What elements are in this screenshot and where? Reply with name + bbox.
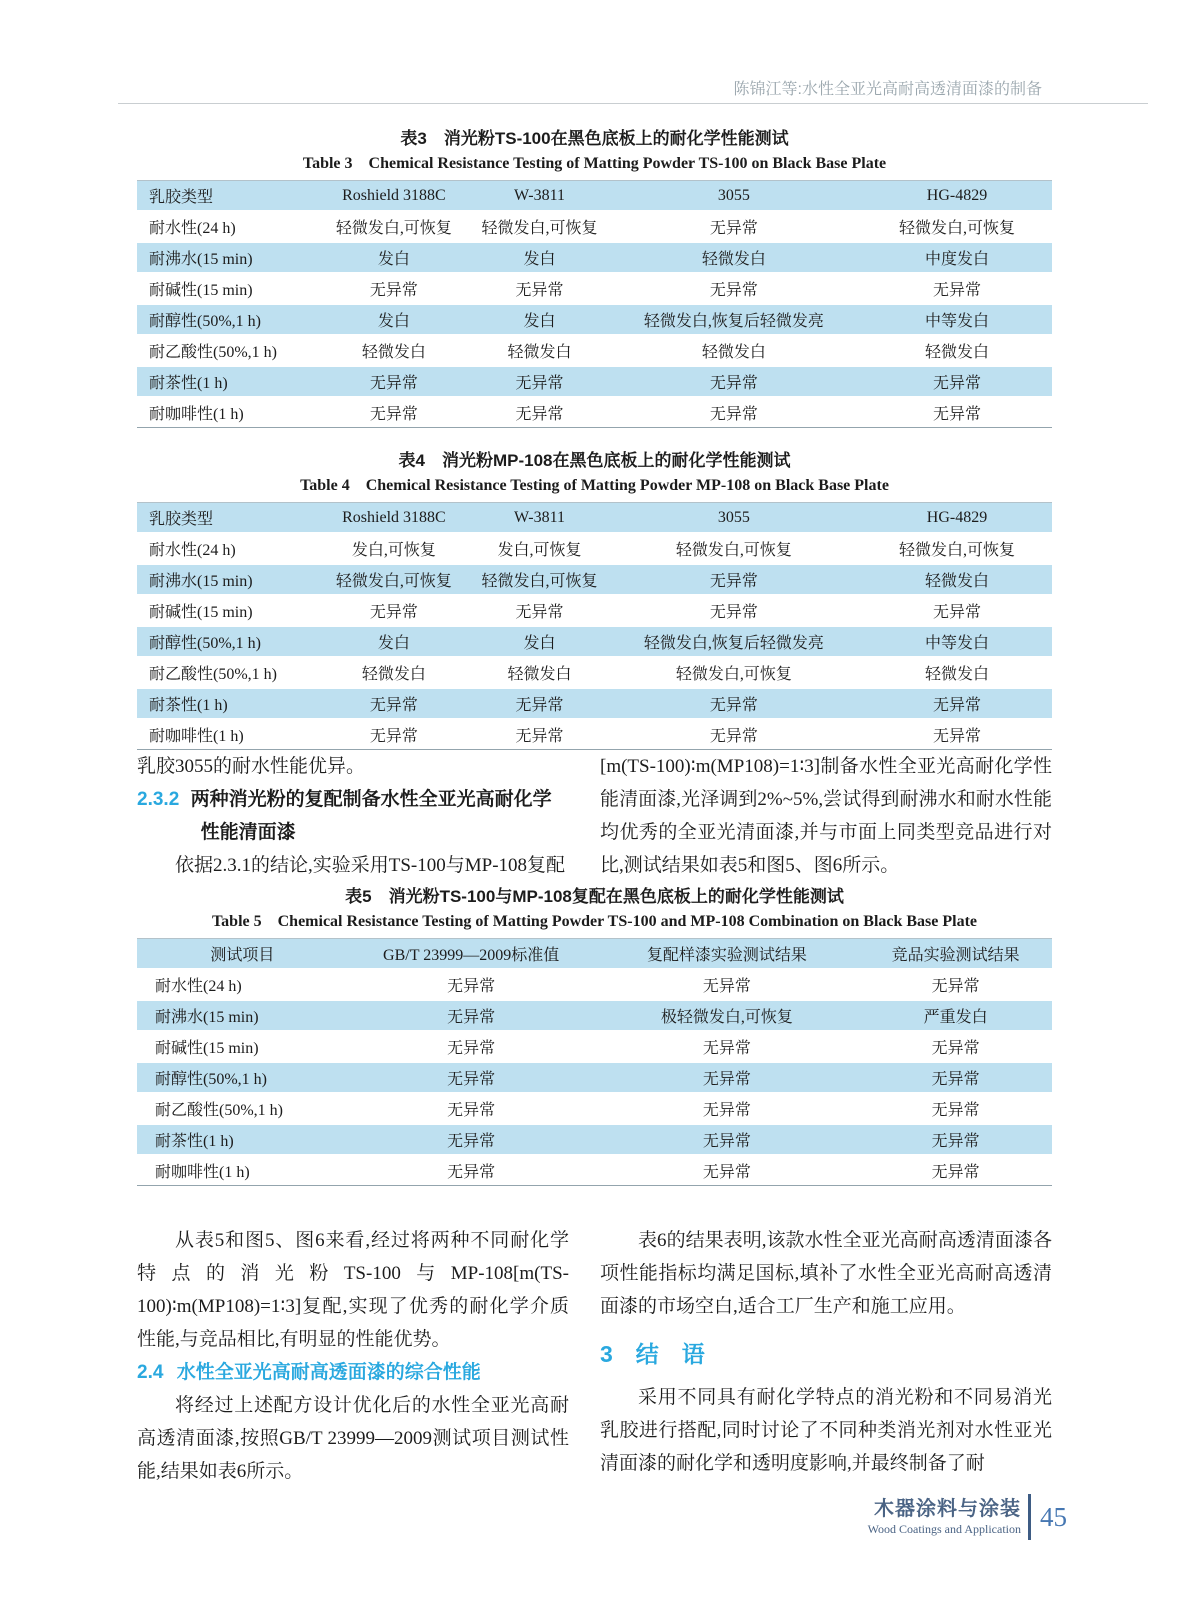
table4-block <box>137 448 1052 750</box>
table-cell: 轻微发白 <box>473 658 605 689</box>
table-cell: 极轻微发白,可恢复 <box>594 1001 859 1032</box>
table-cell: 耐沸水(15 min) <box>137 1001 348 1032</box>
table-header-row <box>137 939 1052 970</box>
table-cell: 无异常 <box>606 212 862 243</box>
header-rule <box>118 103 1148 104</box>
table-cell: 轻微发白 <box>314 336 473 367</box>
table-cell: 轻微发白 <box>606 336 862 367</box>
table-cell: 耐茶性(1 h) <box>137 367 314 398</box>
journal-name-zh: 木器涂料与涂装 <box>874 1498 1021 1520</box>
mid-left-column <box>137 750 569 882</box>
mid-text-columns <box>137 750 1052 882</box>
table4-title-en: Table 4 Chemical Resistance Testing of Matting Powder MP-108 on Black Base Plate <box>300 477 889 494</box>
table-cell: 耐沸水(15 min) <box>137 565 314 596</box>
table-row <box>137 596 1052 627</box>
table-row <box>137 243 1052 274</box>
table-row <box>137 212 1052 243</box>
table-cell: 耐碱性(15 min) <box>137 596 314 627</box>
table-cell: 无异常 <box>348 1001 595 1032</box>
page-footer <box>868 1494 1067 1540</box>
column-header: HG-4829 <box>862 503 1052 534</box>
column-header: 复配样漆实验测试结果 <box>594 939 859 970</box>
table-cell: 无异常 <box>348 1094 595 1125</box>
table-cell: 发白 <box>473 627 605 658</box>
column-header: 测试项目 <box>137 939 348 970</box>
table-row <box>137 1063 1052 1094</box>
table-cell: 无异常 <box>594 1032 859 1063</box>
table-cell: 无异常 <box>606 367 862 398</box>
table-row <box>137 398 1052 427</box>
table-cell: 发白 <box>314 627 473 658</box>
section-title: 结 语 <box>635 1341 705 1367</box>
table-row <box>137 689 1052 720</box>
column-header: 乳胶类型 <box>137 181 314 212</box>
table4-title-zh: 表4 消光粉MP-108在黑色底板上的耐化学性能测试 <box>398 451 791 470</box>
column-header: Roshield 3188C <box>314 181 473 212</box>
table-cell: 耐水性(24 h) <box>137 534 314 565</box>
table-cell: 无异常 <box>348 1125 595 1156</box>
table3-block <box>137 126 1052 428</box>
bottom-right-column <box>600 1224 1052 1488</box>
table-cell: 耐咖啡性(1 h) <box>149 728 244 745</box>
table-cell: 轻微发白 <box>473 336 605 367</box>
table-row <box>137 1125 1052 1156</box>
table-cell: 发白 <box>473 243 605 274</box>
paragraph: 从表5和图5、图6来看,经过将两种不同耐化学特点的消光粉TS-100与MP-108[m(TS-100)∶m(MP108)=1∶3]复配,实现了优秀的耐化学介质性能,与竞品相比,有明显的性能优势。 <box>137 1230 569 1350</box>
table-cell: 耐沸水(15 min) <box>137 243 314 274</box>
table-cell: 无异常 <box>859 1063 1052 1094</box>
table-cell: 发白 <box>314 305 473 336</box>
table-row <box>137 534 1052 565</box>
table-cell: 轻微发白,可恢复 <box>862 212 1052 243</box>
table-cell: 耐碱性(15 min) <box>137 274 314 305</box>
page-number: 45 <box>1040 1501 1067 1532</box>
footer-divider <box>1028 1494 1031 1540</box>
table-cell: 轻微发白,恢复后轻微发亮 <box>606 305 862 336</box>
column-header: W-3811 <box>473 503 605 534</box>
table-cell: 无异常 <box>594 1094 859 1125</box>
table-cell: 耐乙酸性(50%,1 h) <box>137 1094 348 1125</box>
column-header: Roshield 3188C <box>314 503 473 534</box>
table-cell: 无异常 <box>473 274 605 305</box>
table-cell: 耐咖啡性(1 h) <box>155 1164 250 1181</box>
table5-block <box>137 884 1052 1186</box>
paragraph: 依据2.3.1的结论,实验采用TS-100与MP-108复配 <box>175 855 566 876</box>
table-cell: 无异常 <box>606 596 862 627</box>
table-cell: 轻微发白,可恢复 <box>606 534 862 565</box>
table-cell: 轻微发白 <box>862 565 1052 596</box>
table3 <box>137 180 1052 428</box>
table-cell: 无异常 <box>606 689 862 720</box>
table-cell: 无异常 <box>859 970 1052 1001</box>
section-title: 两种消光粉的复配制备水性全亚光高耐化学性能清面漆 <box>190 789 552 843</box>
running-head: 陈锦江等:水性全亚光高耐高透清面漆的制备 <box>733 81 1042 98</box>
table-cell: 无异常 <box>515 406 564 423</box>
table-cell: 无异常 <box>709 728 758 745</box>
section-title: 水性全亚光高耐高透面漆的综合性能 <box>176 1362 481 1383</box>
section-number: 3 <box>600 1341 613 1367</box>
table-cell: 耐醇性(50%,1 h) <box>137 1063 348 1094</box>
journal-name <box>868 1497 1021 1537</box>
table-cell: 轻微发白 <box>862 336 1052 367</box>
column-header: GB/T 23999—2009标准值 <box>348 939 595 970</box>
table-cell: 无异常 <box>702 1164 751 1181</box>
table-cell: 发白 <box>314 243 473 274</box>
table-cell: 中等发白 <box>862 627 1052 658</box>
table-cell: 耐茶性(1 h) <box>137 1125 348 1156</box>
table-row <box>137 970 1052 1001</box>
table-cell: 发白 <box>473 305 605 336</box>
table-cell: 轻微发白,可恢复 <box>473 565 605 596</box>
table-cell: 无异常 <box>473 596 605 627</box>
section-heading-2-4 <box>137 1356 569 1389</box>
paragraph-continuation: 乳胶3055的耐水性能优异。 <box>137 756 366 777</box>
table-row <box>137 1032 1052 1063</box>
table-cell: 无异常 <box>314 367 473 398</box>
table-cell: 无异常 <box>348 1032 595 1063</box>
table-cell: 无异常 <box>473 367 605 398</box>
table-row <box>137 336 1052 367</box>
table-cell: 无异常 <box>606 565 862 596</box>
table-cell: 无异常 <box>862 689 1052 720</box>
table-cell: 轻微发白 <box>314 658 473 689</box>
table-row <box>137 658 1052 689</box>
mid-right-column <box>600 750 1052 882</box>
table-cell: 中度发白 <box>862 243 1052 274</box>
table5-title-zh: 表5 消光粉TS-100与MP-108复配在黑色底板上的耐化学性能测试 <box>345 887 844 906</box>
table-cell: 轻微发白,可恢复 <box>473 212 605 243</box>
table-cell: 无异常 <box>594 1125 859 1156</box>
table-cell: 耐乙酸性(50%,1 h) <box>137 336 314 367</box>
table-cell: 中等发白 <box>862 305 1052 336</box>
table-row <box>137 1156 1052 1185</box>
table-cell: 无异常 <box>473 689 605 720</box>
table-cell: 无异常 <box>369 728 418 745</box>
table-cell: 无异常 <box>859 1125 1052 1156</box>
table-cell: 耐咖啡性(1 h) <box>149 406 244 423</box>
table-cell: 无异常 <box>314 596 473 627</box>
table-cell: 无异常 <box>862 596 1052 627</box>
table-cell: 轻微发白,可恢复 <box>606 658 862 689</box>
table-cell: 无异常 <box>314 689 473 720</box>
table-cell: 无异常 <box>862 274 1052 305</box>
table-cell: 无异常 <box>447 1164 496 1181</box>
table-row <box>137 1001 1052 1032</box>
table-cell: 耐醇性(50%,1 h) <box>137 627 314 658</box>
paragraph: [m(TS-100)∶m(MP108)=1∶3]制备水性全亚光高耐化学性能清面漆,光泽调到2%~5%,尝试得到耐沸水和耐水性能均优秀的全亚光清面漆,并与市面上同类型竞品进行对比,测试结果如表5和图5、图6所示。 <box>600 756 1052 876</box>
section-number: 2.4 <box>137 1362 164 1383</box>
table-cell: 无异常 <box>606 274 862 305</box>
column-header: W-3811 <box>473 181 605 212</box>
table-cell: 无异常 <box>369 406 418 423</box>
column-header: 竞品实验测试结果 <box>859 939 1052 970</box>
table-cell: 严重发白 <box>859 1001 1052 1032</box>
journal-name-en: Wood Coatings and Application <box>867 1522 1021 1536</box>
table-cell: 耐水性(24 h) <box>137 212 314 243</box>
table5 <box>137 938 1052 1186</box>
table-cell: 无异常 <box>931 1164 980 1181</box>
section-number: 2.3.2 <box>137 789 180 810</box>
table-cell: 耐茶性(1 h) <box>137 689 314 720</box>
table-cell: 发白,可恢复 <box>314 534 473 565</box>
paragraph: 将经过上述配方设计优化后的水性全亚光高耐高透清面漆,按照GB/T 23999—2009测试项目测试性能,结果如表6所示。 <box>137 1395 569 1482</box>
table-cell: 无异常 <box>594 1063 859 1094</box>
table-row <box>137 274 1052 305</box>
table3-title-en: Table 3 Chemical Resistance Testing of Matting Powder TS-100 on Black Base Plate <box>302 155 887 172</box>
table-cell: 轻微发白,可恢复 <box>314 565 473 596</box>
table-row <box>137 720 1052 749</box>
table-cell: 无异常 <box>933 406 982 423</box>
column-header: HG-4829 <box>862 181 1052 212</box>
table-row <box>137 305 1052 336</box>
table-header-row <box>137 503 1052 534</box>
bottom-left-column <box>137 1224 569 1488</box>
table-cell: 轻微发白,可恢复 <box>862 534 1052 565</box>
table-row <box>137 1094 1052 1125</box>
column-header: 乳胶类型 <box>137 503 314 534</box>
table-cell: 轻微发白,恢复后轻微发亮 <box>606 627 862 658</box>
table-cell: 耐碱性(15 min) <box>137 1032 348 1063</box>
table-row <box>137 367 1052 398</box>
table-cell: 耐醇性(50%,1 h) <box>137 305 314 336</box>
table5-title-en: Table 5 Chemical Resistance Testing of Matting Powder TS-100 and MP-108 Combination on Black Base Plate <box>211 913 978 930</box>
paragraph: 采用不同具有耐化学特点的消光粉和不同易消光乳胶进行搭配,同时讨论了不同种类消光剂对水性亚光清面漆的耐化学和透明度影响,并最终制备了耐 <box>600 1387 1052 1474</box>
paragraph: 表6的结果表明,该款水性全亚光高耐高透清面漆各项性能指标均满足国标,填补了水性全亚光高耐高透清面漆的市场空白,适合工厂生产和施工应用。 <box>600 1230 1052 1317</box>
table-row <box>137 565 1052 596</box>
table-cell: 无异常 <box>594 970 859 1001</box>
bottom-text-columns <box>137 1224 1052 1488</box>
table-cell: 无异常 <box>933 728 982 745</box>
table-row <box>137 627 1052 658</box>
table-cell: 轻微发白 <box>606 243 862 274</box>
table-cell: 耐水性(24 h) <box>137 970 348 1001</box>
column-header: 3055 <box>606 503 862 534</box>
section-heading-2-3-2 <box>137 783 569 849</box>
table-cell: 无异常 <box>515 728 564 745</box>
table-cell: 无异常 <box>348 1063 595 1094</box>
table-cell: 无异常 <box>862 367 1052 398</box>
section-heading-3 <box>600 1339 1052 1369</box>
table-cell: 无异常 <box>348 970 595 1001</box>
table3-title-zh: 表3 消光粉TS-100在黑色底板上的耐化学性能测试 <box>400 129 789 148</box>
table-cell: 轻微发白,可恢复 <box>314 212 473 243</box>
table-cell: 耐乙酸性(50%,1 h) <box>137 658 314 689</box>
table-cell: 轻微发白 <box>862 658 1052 689</box>
table-cell: 无异常 <box>314 274 473 305</box>
column-header: 3055 <box>606 181 862 212</box>
table-cell: 无异常 <box>709 406 758 423</box>
table4 <box>137 502 1052 750</box>
table-cell: 无异常 <box>859 1032 1052 1063</box>
table-header-row <box>137 181 1052 212</box>
table-cell: 发白,可恢复 <box>473 534 605 565</box>
table-cell: 无异常 <box>859 1094 1052 1125</box>
